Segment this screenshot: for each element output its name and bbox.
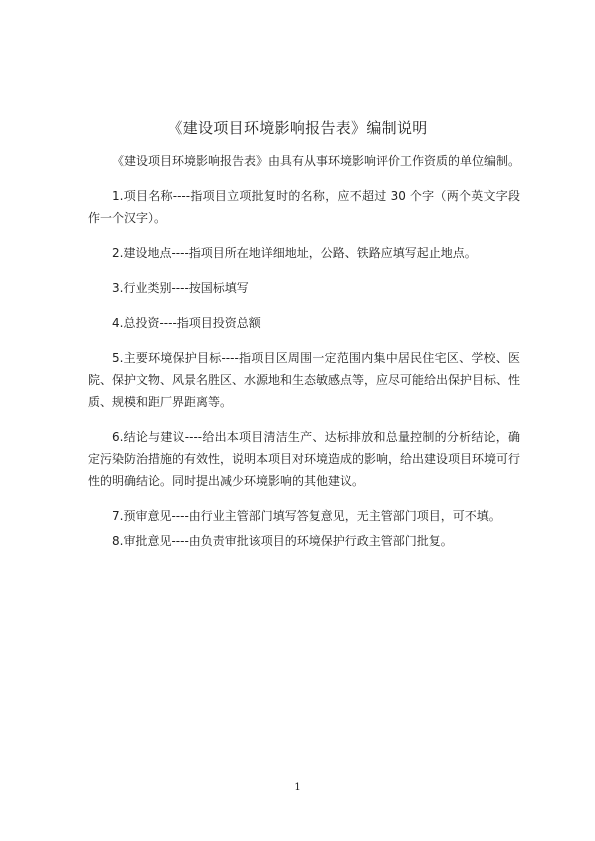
intro-paragraph: 《建设项目环境影响报告表》由具有从事环境影响评价工作资质的单位编制。 — [112, 154, 521, 168]
document-title: 《建设项目环境影响报告表》编制说明 — [167, 119, 428, 137]
item-industry-category: 3.行业类别----按国标填写 — [112, 281, 249, 295]
document-body — [88, 150, 520, 552]
item-project-name: 1.项目名称----指项目立项批复时的名称，应不超过 30 个字（两个英文字段作一个汉字）。 — [88, 189, 520, 225]
item-preliminary-review: 7.预审意见----由行业主管部门填写答复意见，无主管部门项目，可不填。 — [112, 509, 501, 523]
item-protection-targets: 5.主要环境保护目标----指项目区周围一定范围内集中居民住宅区、学校、医院、保护文物、风景名胜区、水源地和生态敏感点等，应尽可能给出保护目标、性质、规模和距厂界距离等。 — [88, 351, 521, 409]
page-number: 1 — [294, 782, 301, 793]
item-construction-site: 2.建设地点----指项目所在地详细地址，公路、铁路应填写起止地点。 — [112, 246, 477, 260]
item-approval-opinion: 8.审批意见----由负责审批该项目的环境保护行政主管部门批复。 — [112, 534, 453, 548]
item-conclusions-suggestions: 6.结论与建议----给出本项目清洁生产、达标排放和总量控制的分析结论，确定污染防治措施的有效性，说明本项目对环境造成的影响，给出建设项目环境可行性的明确结论。同时提出减少环境影响的其他建议。 — [88, 430, 521, 488]
item-total-investment: 4.总投资----指项目投资总额 — [112, 316, 261, 330]
